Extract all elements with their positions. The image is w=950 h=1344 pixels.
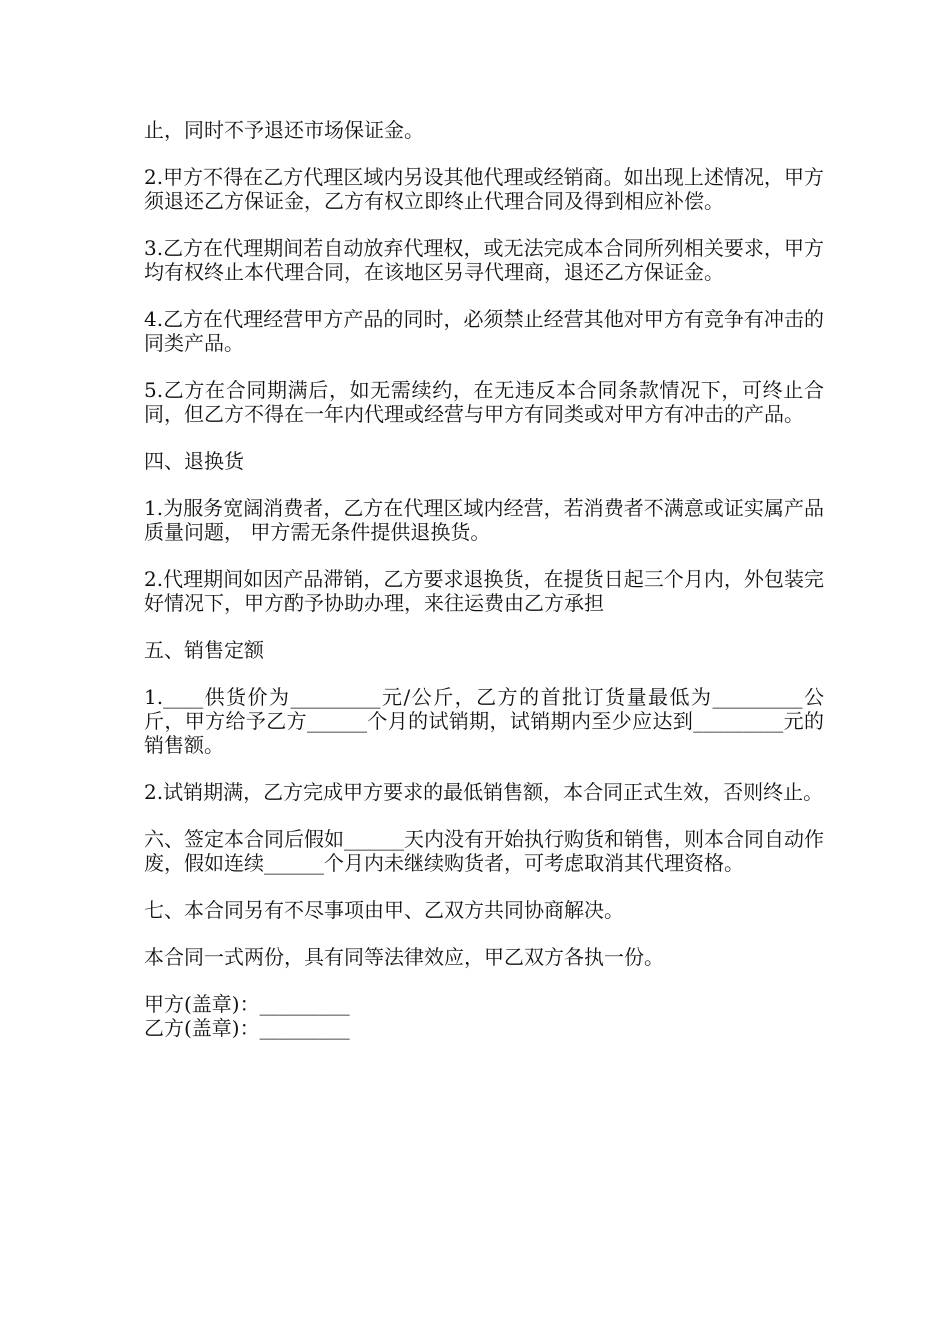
signature-block <box>144 992 824 1040</box>
clause-4-1: 1.为服务宽阔消费者，乙方在代理区域内经营，若消费者不满意或证实属产品质量问题， 甲方需无条件提供退换货。 <box>144 496 824 544</box>
clause-3-2: 2.甲方不得在乙方代理区域内另设其他代理或经销商。如出现上述情况，甲方须退还乙方保证金，乙方有权立即终止代理合同及得到相应补偿。 <box>144 165 824 213</box>
clause-3-4: 4.乙方在代理经营甲方产品的同时，必须禁止经营其他对甲方有竞争有冲击的同类产品。 <box>144 307 824 355</box>
clause-6: 六、签定本合同后假如______天内没有开始执行购货和销售，则本合同自动作废，假如连续______个月内未继续购货者，可考虑取消其代理资格。 <box>144 827 824 875</box>
copies-statement: 本合同一式两份，具有同等法律效应，甲乙双方各执一份。 <box>144 945 664 969</box>
party-b-signature: 乙方(盖章)：_________ <box>144 1016 350 1040</box>
document-body <box>144 118 824 1040</box>
clause-5-2: 2.试销期满，乙方完成甲方要求的最低销售额，本合同正式生效，否则终止。 <box>144 780 824 804</box>
clause-4-2: 2.代理期间如因产品滞销，乙方要求退换货，在提货日起三个月内，外包装完好情况下，甲方酌予协助办理，来往运费由乙方承担 <box>144 567 824 615</box>
section-heading-returns: 四、退换货 <box>144 449 244 473</box>
clause-3-3: 3.乙方在代理期间若自动放弃代理权，或无法完成本合同所列相关要求，甲方均有权终止本代理合同，在该地区另寻代理商，退还乙方保证金。 <box>144 236 824 284</box>
clause-3-5: 5.乙方在合同期满后，如无需续约，在无违反本合同条款情况下，可终止合同，但乙方不得在一年内代理或经营与甲方有同类或对甲方有冲击的产品。 <box>144 378 824 426</box>
clause-7: 七、本合同另有不尽事项由甲、乙双方共同协商解决。 <box>144 898 624 922</box>
paragraph-continuation: 止，同时不予退还市场保证金。 <box>144 118 424 142</box>
party-a-signature: 甲方(盖章)：_________ <box>144 992 350 1016</box>
section-heading-sales-quota: 五、销售定额 <box>144 638 264 662</box>
clause-5-1: 1.____供货价为_________元/公斤，乙方的首批订货量最低为_________公斤，甲方给予乙方______个月的试销期，试销期内至少应达到_________元的销售额。 <box>144 685 824 757</box>
